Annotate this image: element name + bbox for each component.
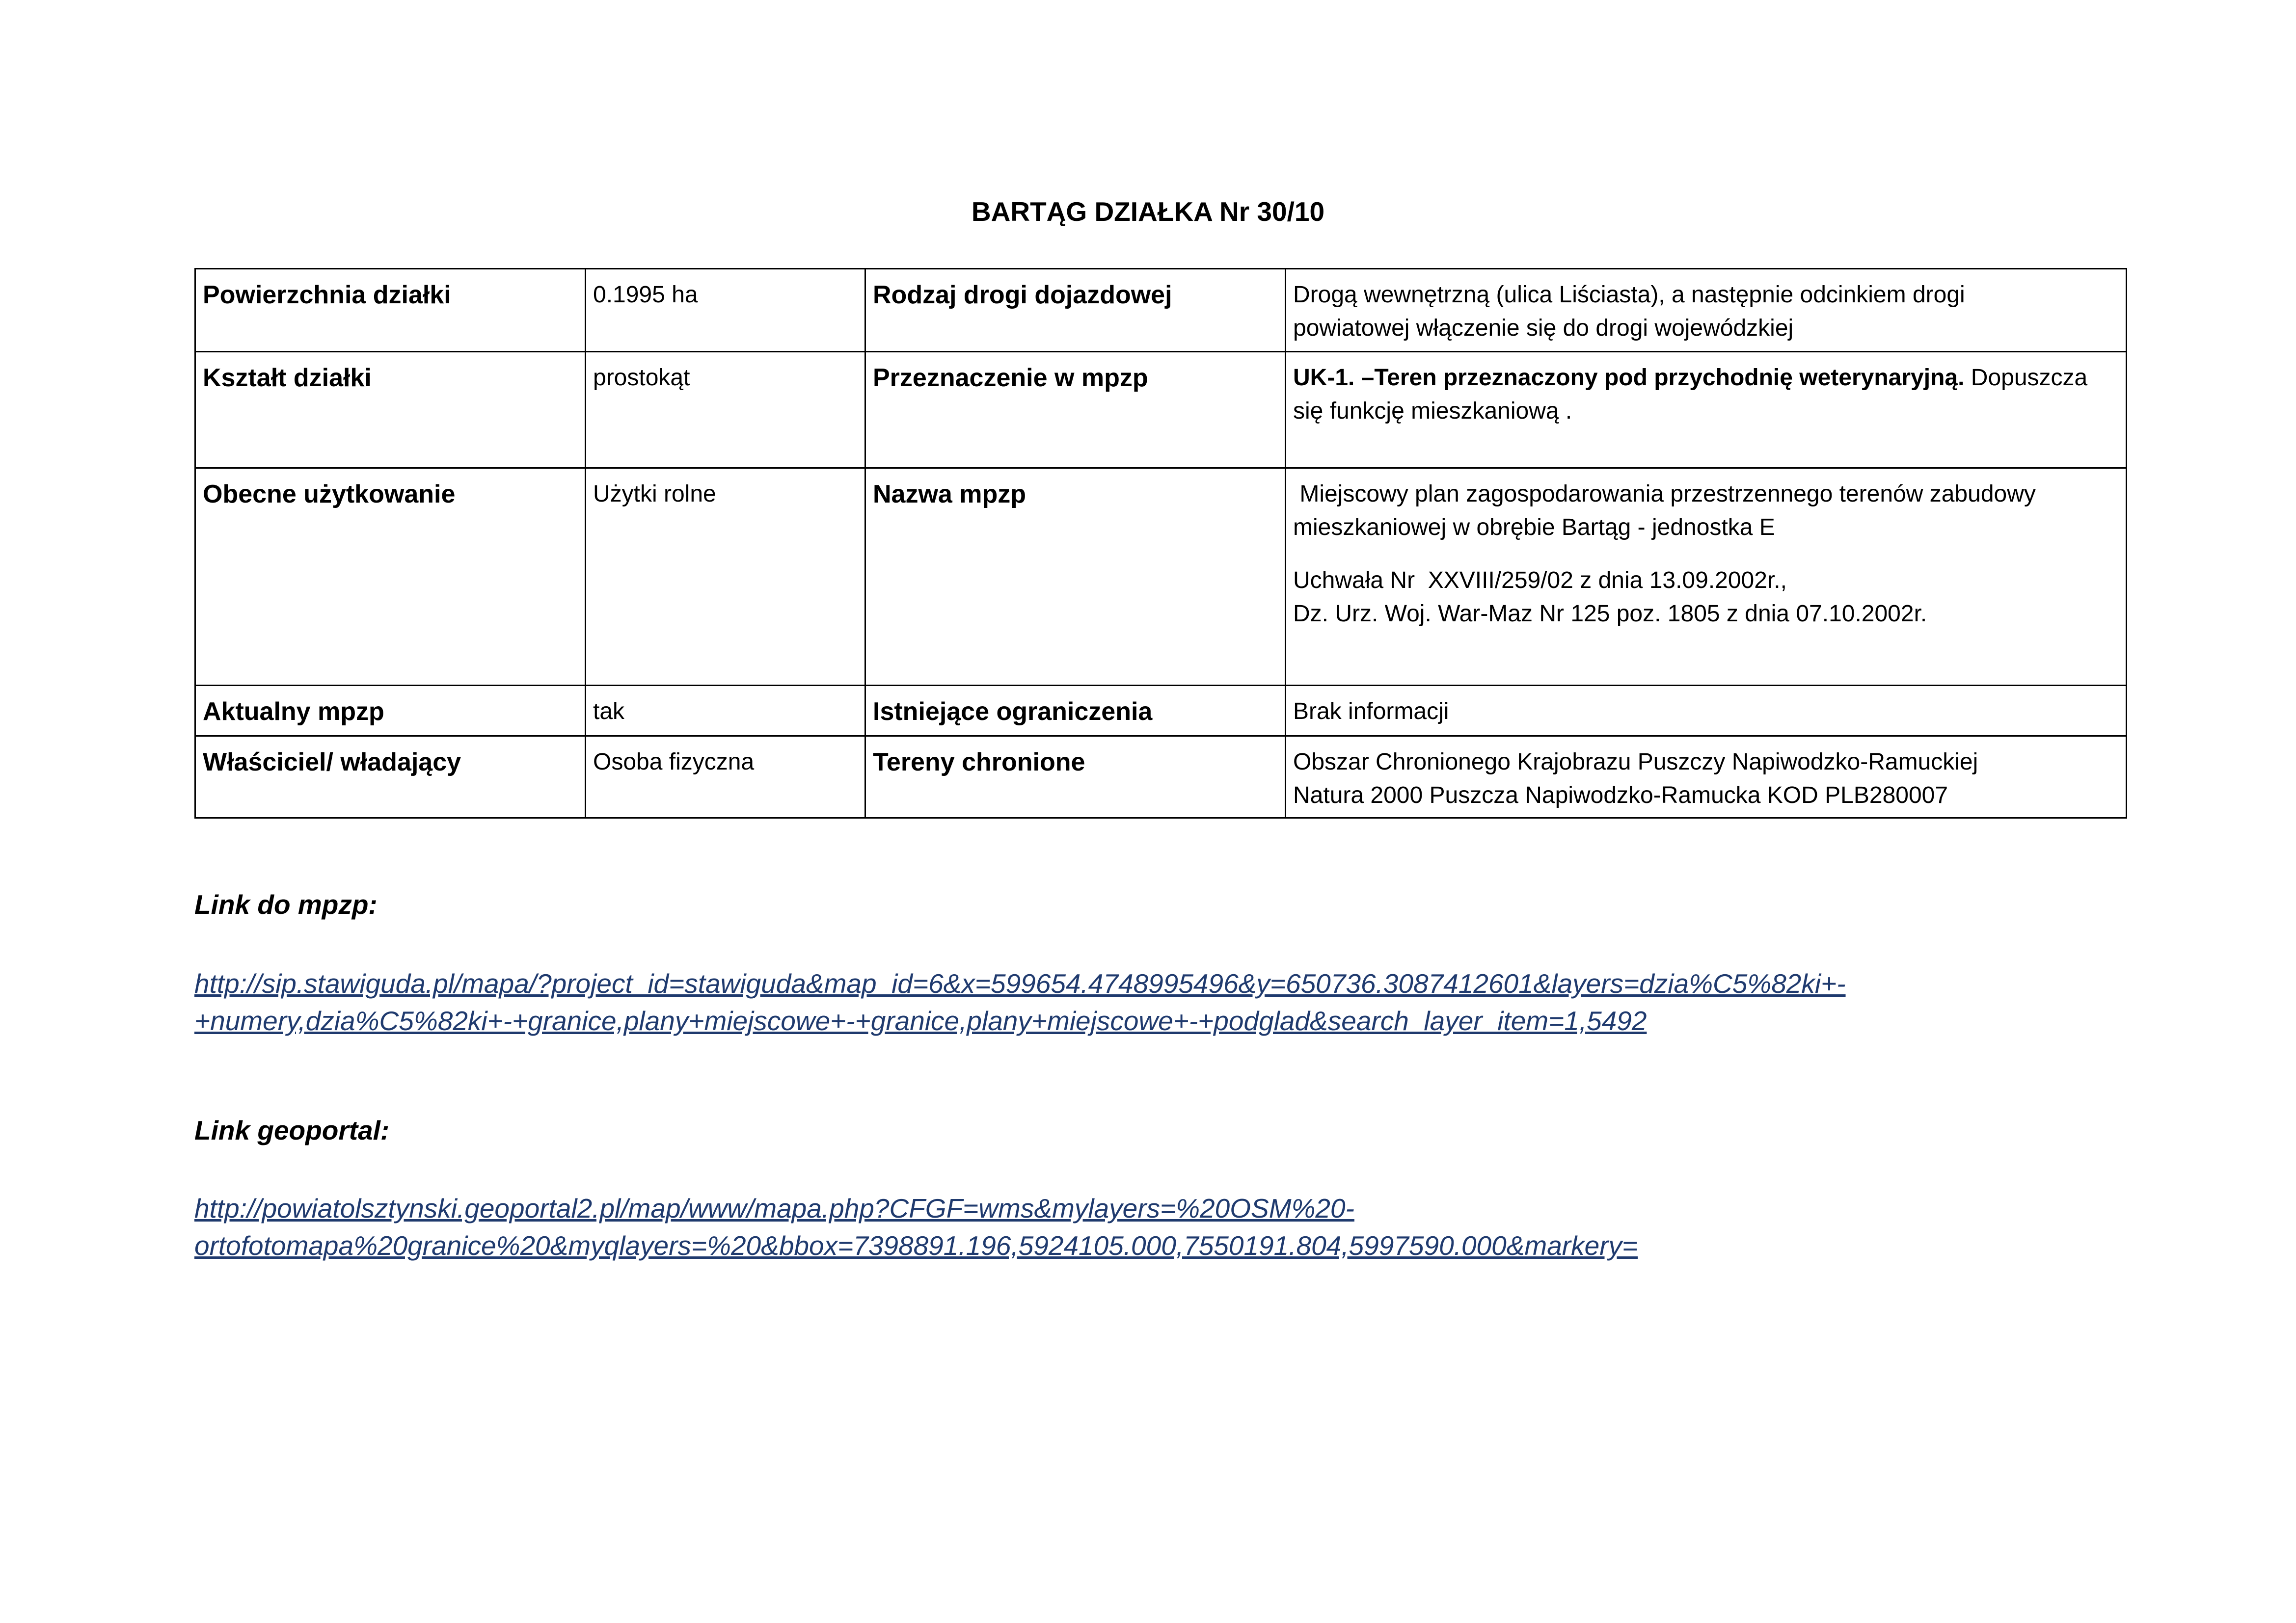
mpzp-purpose-rest: Dopuszcza się funkcję mieszkaniową . xyxy=(1293,365,2088,424)
table-row xyxy=(195,352,2127,468)
mpzp-link-label: Link do mpzp: xyxy=(194,889,378,920)
parcel-info-table xyxy=(194,268,2127,819)
protected-line-1: Obszar Chronionego Krajobrazu Puszczy Napiwodzko-Ramuckiej xyxy=(1293,749,1978,775)
mpzp-name-line-1: Miejscowy plan zagospodarowania przestrzennego terenów zabudowy xyxy=(1293,481,2036,507)
mpzp-purpose-bold: UK-1. –Teren przeznaczony pod przychodnię weterynaryjną. xyxy=(1293,365,1965,391)
label-mpzp-name: Nazwa mpzp xyxy=(865,468,1286,686)
resolution-line: Uchwała Nr XXVIII/259/02 z dnia 13.09.2002r., xyxy=(1293,567,1787,593)
mpzp-name-line-2: mieszkaniowej w obrębie Bartąg - jednostka E xyxy=(1293,514,1775,540)
table-row xyxy=(195,468,2127,686)
geoportal-link[interactable] xyxy=(194,1190,2124,1264)
table-row xyxy=(195,736,2127,818)
label-area: Powierzchnia działki xyxy=(195,269,586,352)
label-restrictions: Istniejące ograniczenia xyxy=(865,686,1286,736)
table-row xyxy=(195,686,2127,736)
label-shape: Kształt działki xyxy=(195,352,586,468)
value-mpzp-purpose xyxy=(1286,352,2127,468)
value-protected-areas xyxy=(1286,736,2127,818)
journal-line: Dz. Urz. Woj. War-Maz Nr 125 poz. 1805 z dnia 07.10.2002r. xyxy=(1293,601,1927,627)
value-owner: Osoba fizyczna xyxy=(586,736,865,818)
label-owner: Właściciel/ władający xyxy=(195,736,586,818)
value-mpzp-name xyxy=(1286,468,2127,686)
value-shape: prostokąt xyxy=(586,352,865,468)
value-area: 0.1995 ha xyxy=(586,269,865,352)
protected-line-2: Natura 2000 Puszcza Napiwodzko-Ramucka KOD PLB280007 xyxy=(1293,782,1948,808)
label-mpzp-purpose: Przeznaczenie w mpzp xyxy=(865,352,1286,468)
value-restrictions: Brak informacji xyxy=(1286,686,2127,736)
value-access-road xyxy=(1286,269,2127,352)
label-protected-areas: Tereny chronione xyxy=(865,736,1286,818)
label-current-mpzp: Aktualny mpzp xyxy=(195,686,586,736)
access-road-line-1: Drogą wewnętrzną (ulica Liściasta), a następnie odcinkiem drogi xyxy=(1293,282,1965,308)
geoportal-link-line-1: http://powiatolsztynski.geoportal2.pl/map/www/mapa.php?CFGF=wms&mylayers=%20OSM%20- xyxy=(194,1193,1354,1224)
value-current-mpzp: tak xyxy=(586,686,865,736)
value-current-use: Użytki rolne xyxy=(586,468,865,686)
geoportal-link-label: Link geoportal: xyxy=(194,1115,390,1145)
geoportal-link-line-2: ortofotomapa%20granice%20&myqlayers=%20&bbox=7398891.196,5924105.000,7550191.804,5997590.000&markery= xyxy=(194,1230,1638,1261)
table-row xyxy=(195,269,2127,352)
mpzp-link-line-1: http://sip.stawiguda.pl/mapa/?project_id=stawiguda&map_id=6&x=599654.4748995496&y=650736.3087412601&layers=dzia%C5%82ki+- xyxy=(194,968,1846,999)
access-road-line-2: powiatowej włączenie się do drogi wojewódzkiej xyxy=(1293,315,1794,341)
label-current-use: Obecne użytkowanie xyxy=(195,468,586,686)
mpzp-link-line-2: +numery,dzia%C5%82ki+-+granice,plany+miejscowe+-+granice,plany+miejscowe+-+podglad&search_layer_item=1,5492 xyxy=(194,1006,1647,1036)
label-access-road: Rodzaj drogi dojazdowej xyxy=(865,269,1286,352)
page-title: BARTĄG DZIAŁKA Nr 30/10 xyxy=(971,196,1325,227)
mpzp-link[interactable] xyxy=(194,965,2124,1039)
spacer xyxy=(1293,544,2119,564)
